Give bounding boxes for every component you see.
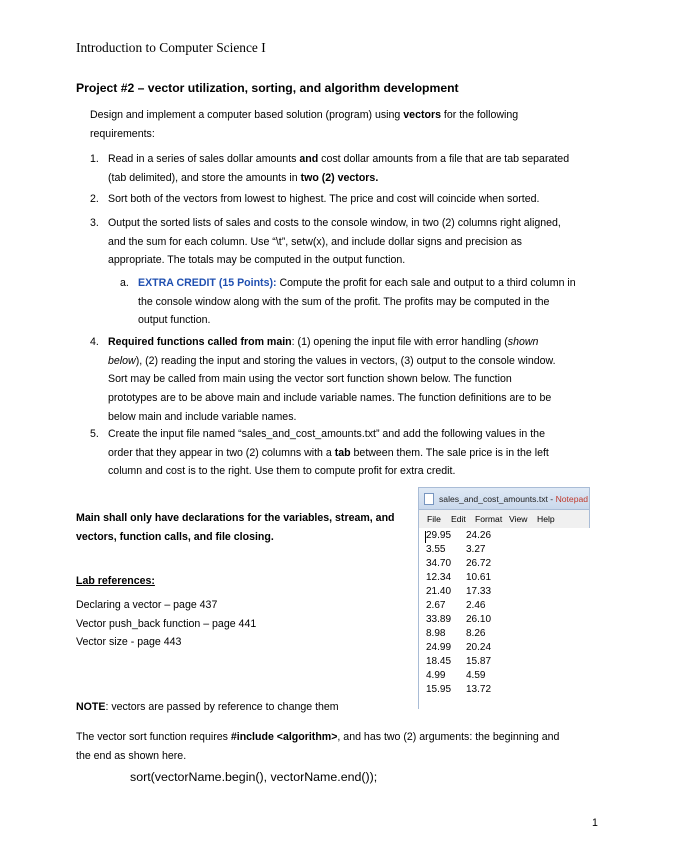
- notepad-title: [439, 494, 588, 504]
- item-2-number: 2.: [90, 193, 99, 205]
- sale-value: 12.34: [426, 572, 452, 583]
- notepad-app-name: Notepad: [555, 494, 589, 504]
- cost-value: 20.24: [466, 642, 492, 653]
- sale-value: 34.70: [426, 558, 452, 569]
- note-label: NOTE: [76, 701, 106, 713]
- list-item-4: [108, 333, 556, 427]
- sale-value: 29.95: [426, 530, 452, 541]
- notepad-title-separator: -: [547, 494, 556, 504]
- intro-text: Design and implement a computer based solution (program) using: [90, 109, 404, 121]
- item-1-line2: (tab delimited), and store the amounts in: [108, 171, 301, 184]
- note-text: : vectors are passed by reference to change them: [105, 701, 339, 713]
- cost-value: 26.10: [466, 614, 492, 625]
- item-4-number: 4.: [90, 336, 99, 348]
- item-4-line2: ), (2) reading the input and storing the values in vectors, (3) output to the console window.: [135, 354, 556, 367]
- notepad-title-bar: [418, 487, 590, 510]
- sale-value: 18.45: [426, 656, 452, 667]
- course-header: Introduction to Computer Science I: [76, 40, 266, 55]
- main-note-line1: Main shall only have declarations for the variables, stream, and: [76, 512, 395, 524]
- notepad-menu-bar: [418, 510, 590, 528]
- lab-ref-2: Vector push_back function – page 441: [76, 617, 257, 630]
- item-1-bold: and: [299, 153, 319, 165]
- item-4-italic: shown: [507, 336, 539, 348]
- intro-text-end: for the following: [440, 109, 519, 121]
- item-4-line3: Sort may be called from main using the vector sort function shown below. The function: [108, 373, 512, 386]
- cost-value: 17.33: [466, 586, 492, 597]
- notepad-filename: sales_and_cost_amounts.txt: [439, 494, 548, 504]
- extra-credit-label: EXTRA CREDIT (15 Points):: [138, 277, 277, 289]
- list-item-extra-credit: [138, 274, 576, 330]
- sale-value: 4.99: [426, 670, 446, 681]
- item-3-number: 3.: [90, 217, 99, 229]
- sale-value: 15.95: [426, 684, 452, 695]
- intro-paragraph: [90, 106, 518, 143]
- cost-value: 8.26: [466, 628, 486, 639]
- notepad-file-icon: [424, 493, 434, 505]
- item-4-line5: below main and include variable names.: [108, 410, 297, 423]
- menu-help[interactable]: Help: [537, 514, 555, 524]
- item-4-bold: Required functions called from main: [108, 336, 292, 348]
- cost-value: 2.46: [466, 600, 486, 611]
- sort-info-text: The vector sort function requires: [76, 731, 231, 743]
- cost-value: 10.61: [466, 572, 492, 583]
- sort-code-example: sort(vectorName.begin(), vectorName.end());: [130, 770, 378, 784]
- main-note: [76, 509, 395, 546]
- item-3-line1: Output the sorted lists of sales and costs to the console window, in two (2) columns right aligned,: [108, 217, 561, 229]
- item-4-line4: prototypes are to be above main and include variable names. The function definitions are to be: [108, 392, 552, 405]
- item-5-line3: column and cost is to the right. Use them to compute profit for extra credit.: [108, 465, 456, 478]
- item-4-italic-below: below: [108, 354, 136, 367]
- item-1-number: 1.: [90, 153, 99, 165]
- item-1-line2-bold: two (2) vectors.: [300, 171, 379, 184]
- extra-credit-line3: output function.: [138, 314, 211, 327]
- item-3-line2: and the sum for each column. Use “\t”, setw(x), and include dollar signs and precision as: [108, 235, 522, 248]
- list-item-3: [108, 214, 561, 270]
- sale-value: 21.40: [426, 586, 452, 597]
- main-note-line2: vectors, function calls, and file closing.: [76, 530, 274, 543]
- item-5-number: 5.: [90, 428, 99, 440]
- list-item-5: [108, 425, 549, 481]
- sort-info: [76, 728, 559, 765]
- sale-value: 2.67: [426, 600, 446, 611]
- notepad-window: [418, 487, 590, 709]
- sale-value: 3.55: [426, 544, 446, 555]
- item-5-line2: order that they appear in two (2) columns with a: [108, 446, 335, 459]
- sort-info-line2: the end as shown here.: [76, 749, 187, 762]
- menu-edit[interactable]: Edit: [451, 514, 466, 524]
- sort-info-text-end: , and has two (2) arguments: the beginning and: [337, 731, 560, 743]
- menu-format[interactable]: Format: [475, 514, 503, 524]
- lab-ref-1: Declaring a vector – page 437: [76, 599, 218, 611]
- intro-line2: requirements:: [90, 127, 155, 140]
- item-4-line1: : (1) opening the input file with error handling (: [291, 336, 508, 348]
- sale-value: 8.98: [426, 628, 446, 639]
- list-item-1: [108, 150, 569, 187]
- sale-value: 24.99: [426, 642, 452, 653]
- item-1-text: Read in a series of sales dollar amounts: [108, 153, 300, 165]
- lab-ref-3: Vector size - page 443: [76, 636, 182, 649]
- item-1-text-b: cost dollar amounts from a file that are tab separated: [318, 153, 570, 165]
- reference-note: [76, 701, 339, 713]
- extra-credit-line2: the console window along with the sum of the profit. The profits may be computed in the: [138, 295, 550, 308]
- notepad-text-area[interactable]: [418, 528, 590, 709]
- lab-references-heading: Lab references:: [76, 575, 155, 587]
- cost-value: 4.59: [466, 670, 486, 681]
- list-item-2: Sort both of the vectors from lowest to highest. The price and cost will coincide when sorted.: [108, 193, 540, 205]
- menu-file[interactable]: File: [427, 514, 441, 524]
- item-5-bold: tab: [334, 446, 351, 459]
- include-directive: #include <algorithm>: [230, 731, 338, 743]
- item-3-line3: appropriate. The totals may be computed in the output function.: [108, 254, 406, 267]
- extra-credit-line1: Compute the profit for each sale and output to a third column in: [276, 277, 576, 289]
- cost-value: 24.26: [466, 530, 492, 541]
- page-number: 1: [592, 817, 598, 829]
- item-a-number: a.: [120, 277, 129, 289]
- cost-value: 26.72: [466, 558, 492, 569]
- project-title: Project #2 – vector utilization, sorting, and algorithm development: [76, 81, 459, 95]
- lab-references-list: [76, 596, 256, 652]
- cost-value: 13.72: [466, 684, 492, 695]
- sale-value: 33.89: [426, 614, 452, 625]
- cost-value: 15.87: [466, 656, 492, 667]
- menu-view[interactable]: View: [509, 514, 528, 524]
- cost-value: 3.27: [466, 544, 486, 555]
- item-5-line1: Create the input file named “sales_and_cost_amounts.txt” and add the following values in the: [108, 428, 545, 440]
- item-5-line2-end: between them. The sale price is in the left: [350, 446, 549, 459]
- intro-bold: vectors: [403, 109, 441, 121]
